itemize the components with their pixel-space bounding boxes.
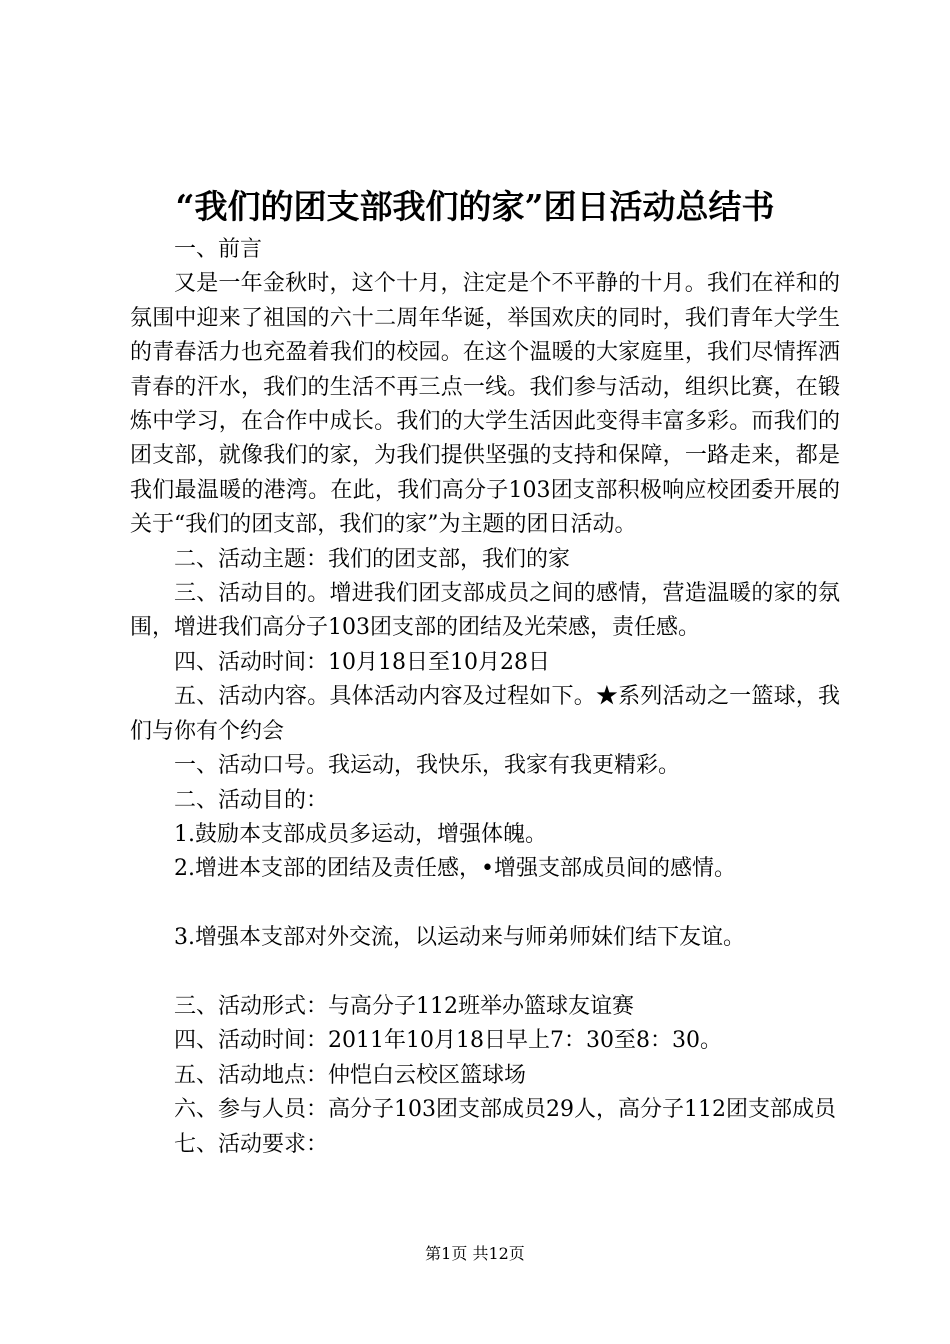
paragraph-slogan: 一、活动口号。我运动，我快乐，我家有我更精彩。 (174, 753, 681, 779)
paragraph-goals-heading: 二、活动目的： (174, 787, 329, 813)
list-item-goal-3: 3.增强本支部对外交流，以运动来与师弟师妹们结下友谊。 (174, 925, 745, 951)
paragraph-activity-purpose: 三、活动目的。增进我们团支部成员之间的感情，营造温暖的家的氛围，增进我们高分子103团支部的团结及光荣感，责任感。 (130, 581, 840, 641)
list-item-goal-2: 2.增进本支部的团结及责任感，•增强支部成员间的感情。 (174, 856, 736, 882)
paragraph-activity-content: 五、活动内容。具体活动内容及过程如下。★系列活动之一篮球，我们与你有个约会 (130, 684, 840, 744)
paragraph-activity-theme: 二、活动主题：我们的团支部，我们的家 (174, 546, 571, 572)
paragraph-requirements: 七、活动要求： (174, 1131, 329, 1157)
paragraph-activity-time: 四、活动时间：10月18日至10月28日 (174, 649, 550, 675)
paragraph-preface-heading: 一、前言 (174, 237, 263, 262)
paragraph-preface-body: 又是一年金秋时，这个十月，注定是个不平静的十月。我们在祥和的氛围中迎来了祖国的六十二周年华诞，举国欢庆的同时，我们青年大学生的青春活力也充盈着我们的校园。在这个温暖的大家庭里，我们尽情挥洒青春的汗水，我们的生活不再三点一线。我们参与活动，组织比赛，在锻炼中学习，在合作中成长。我们的大学生活因此变得丰富多彩。而我们的团支部，就像我们的家，为我们提供坚强的支持和保障，一路走来，都是我们最温暖的港湾。在此，我们高分子103团支部积极响应校团委开展的关于“我们的团支部，我们的家”为主题的团日活动。 (130, 271, 840, 538)
list-item-goal-1: 1.鼓励本支部成员多运动，增强体魄。 (174, 821, 547, 847)
document-title: “我们的团支部我们的家”团日活动总结书 (175, 187, 775, 226)
paragraph-location: 五、活动地点：仲恺白云校区篮球场 (174, 1062, 527, 1088)
paragraph-match-time: 四、活动时间：2011年10月18日早上7：30至8：30。 (174, 1028, 722, 1054)
paragraph-participants: 六、参与人员：高分子103团支部成员29人，高分子112团支部成员 (174, 1097, 836, 1123)
document-body (130, 233, 840, 1162)
paragraph-activity-form: 三、活动形式：与高分子112班举办篮球友谊赛 (174, 993, 634, 1019)
page-number-footer: 第1页 共12页 (425, 1244, 525, 1263)
